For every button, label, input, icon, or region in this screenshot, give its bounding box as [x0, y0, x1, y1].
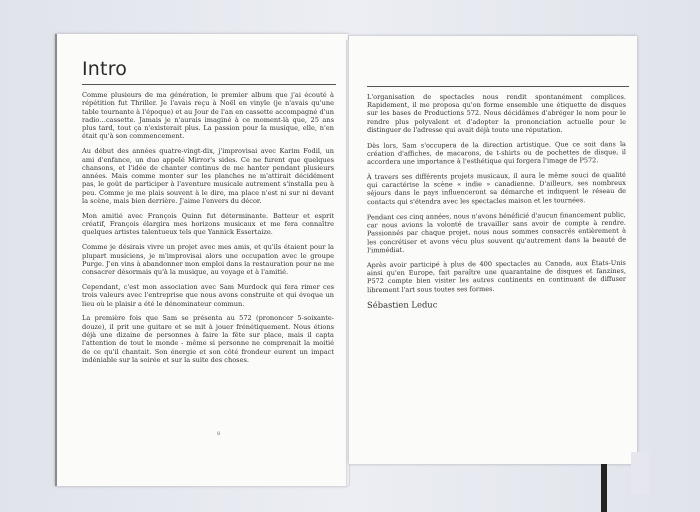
right-paragraph-2: Dès lors, Sam s'occupera de la direction artistique. Que ce soit dans la création d'affiches, de macarons, de t-shirts ou de pochettes de disque, il accordera une importance à l'esthétique qui forgera l'image de P572.	[366, 139, 627, 167]
right-page	[349, 36, 637, 464]
left-page	[55, 34, 348, 486]
right-paragraph-3: À travers ses différents projets musicaux, il aura le même souci de qualité qui caractérise la scène « indie » canadienne. D'ailleurs, ses nombreux séjours dans le pays influenceront sa démarche et indiquent le réseau de contacts qui s'étendra avec les spectacles maison et les tournées.	[366, 171, 627, 206]
page-title: Intro	[82, 58, 128, 80]
left-paragraph-3: Mon amitié avec François Quinn fut déterminante. Batteur et esprit créatif, François élargira mes horizons musicaux et me fera connaître quelques artistes talentueux tels que Yannick Essertaize.	[82, 211, 334, 237]
left-paragraph-1: Comme plusieurs de ma génération, le premier album que j'ai écouté à répétition fut Thriller. Je l'avais reçu à Noël en vinyle (je n'avais qu'une table tournante à l'époque) et au Jour de l'an en cassette accompagné d'un radio…cassette. Jamais je n'aurais imaginé à ce moment-là que, 25 ans plus tard, tout ça n'existerait plus. La passion pour la musique, elle, n'en était qu'à son commencement.	[82, 91, 334, 141]
page-number: 8	[217, 431, 221, 437]
top-rule	[367, 86, 629, 87]
right-paragraph-1: L'organisation de spectacles nous rendit spontanément complices. Rapidement, il me proposa qu'on forme ensemble une étiquette de disques sur les bases de Productions 572. Nous décidâmes d'abréger le nom pour le rendre plus polyvalent et d'adopter la prononciation actuelle pour le distinguer de l'adresse qui avait déjà toute une réputation.	[367, 93, 626, 134]
author-signature: Sébastien Leduc	[366, 299, 438, 311]
left-paragraph-6: La première fois que Sam se présenta au 572 (prononcer 5-soixante-douze), il prit une guitare et se mit à jouer frénétiquement. Nous étions déjà une dizaine de personnes à faire la fête sur place, mais il capta l'attention de tout le monde - même si personne ne comprenait la moitié de ce qu'il chantait. Son énergie et son côté frondeur eurent un impact indéniable sur la soirée et sur la suite des choses.	[82, 314, 334, 364]
left-paragraph-2: Au début des années quatre-vingt-dix, j'improvisai avec Karim Fodil, un ami d'enfance, un duo appelé Mirror's sides. Ce ne furent que quelques chansons, et l'idée de chanter continus de me hanter pendant plusieurs années. Mais comme monter sur les planches ne m'attirait décidément pas, le goût de participer à l'aventure musicale autrement s'installa peu à peu. Comme je me plais souvent à le dire, ma place n'est ni sur ni devant la scène, mais bien derrière. J'aime l'envers du décor.	[82, 147, 334, 206]
right-paragraph-5: Après avoir participé à plus de 400 spectacles au Canada, aux États-Unis ainsi qu'en Europe, fait paraître une quarantaine de disques et fanzines, P572 compte bien visiter les autres continents en continuant de diffuser librement l'art sous toutes ses formes.	[366, 258, 627, 294]
title-rule	[82, 84, 336, 85]
left-paragraph-4: Comme je désirais vivre un projet avec mes amis, et qu'ils étaient pour la plupart musiciens, je m'improvisai alors une occupation avec le groupe Purge. J'en vins à abandonner mon emploi dans la restauration pour ne me consacrer désormais qu'à la musique, au voyage et à l'amitié.	[82, 243, 334, 277]
bookmark-ribbon	[601, 464, 607, 512]
left-paragraph-5: Cependant, c'est mon association avec Sam Murdock qui fera rimer ces trois valeurs avec l'entreprise que nous avons construite et qui évoque un lieu où le plaisir a été le dénominateur commun.	[82, 282, 334, 308]
right-paragraph-4: Pendant ces cinq années, nous n'avons bénéficié d'aucun financement public, car nous avions la volonté de travailler sans avoir de compte à rendre. Passionnés par chaque projet, nous nous sommes consacrés entièrement à les concrétiser et avons vécu plus souvent qu'autrement dans la beauté de l'immédiat.	[366, 210, 627, 254]
page-edge-notch	[631, 452, 649, 494]
